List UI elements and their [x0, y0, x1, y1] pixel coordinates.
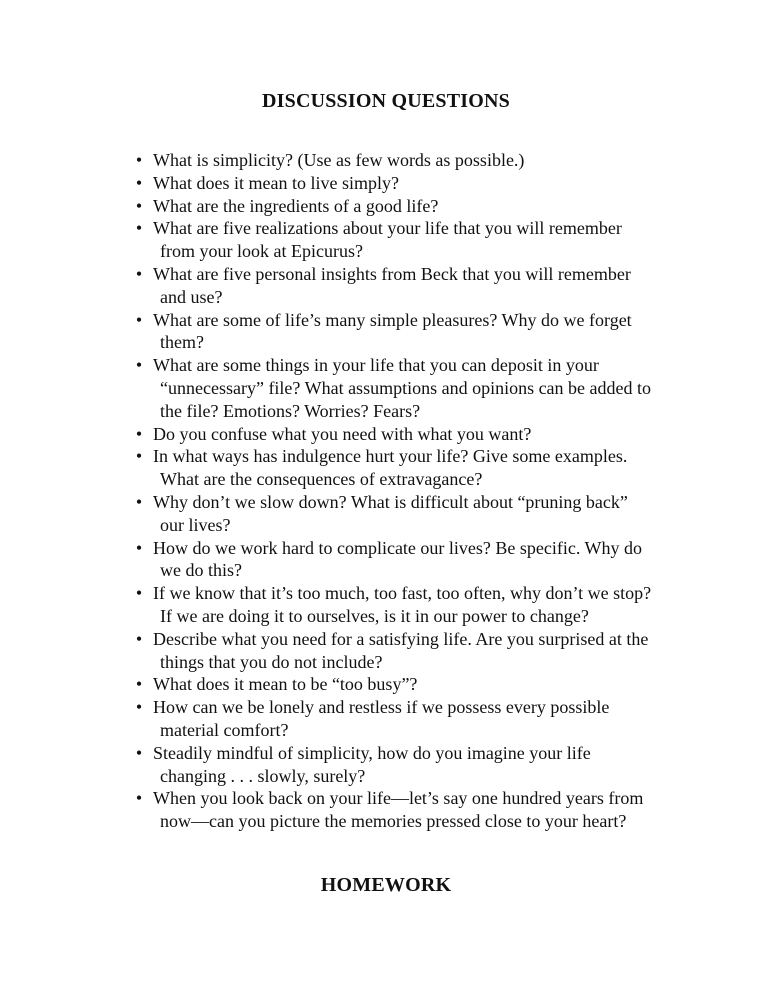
question-line: from your look at Epicurus? — [160, 241, 363, 262]
question-line: What are the consequences of extravagance? — [160, 469, 483, 490]
question-line: In what ways has indulgence hurt your life? Give some examples. — [153, 446, 628, 467]
question-line: How do we work hard to complicate our lives? Be specific. Why do — [153, 537, 643, 558]
question-line: “unnecessary” file? What assumptions and opinions can be added to — [160, 377, 652, 398]
question-line: them? — [160, 332, 204, 353]
question-item — [133, 354, 693, 422]
bullet-icon: • — [135, 309, 143, 330]
question-line: Why don’t we slow down? What is difficult about “pruning back” — [153, 491, 628, 512]
question-line: How can we be lonely and restless if we possess every possible — [153, 697, 610, 718]
question-item — [133, 445, 693, 491]
bullet-icon: • — [135, 263, 143, 284]
bullet-icon: • — [135, 537, 143, 558]
question-item — [133, 491, 693, 537]
question-line: What are the ingredients of a good life? — [153, 195, 439, 216]
bullet-icon: • — [135, 742, 143, 763]
question-line: What are some of life’s many simple pleasures? Why do we forget — [153, 309, 632, 330]
bullet-icon: • — [135, 491, 143, 512]
question-line: If we know that it’s too much, too fast, too often, why don’t we stop? — [153, 583, 652, 604]
question-line: Describe what you need for a satisfying life. Are you surprised at the — [153, 628, 649, 649]
question-item — [133, 742, 693, 788]
question-line: the file? Emotions? Worries? Fears? — [160, 400, 421, 421]
bullet-icon: • — [135, 788, 143, 809]
question-item — [133, 217, 693, 263]
question-line: If we are doing it to ourselves, is it in our power to change? — [160, 605, 589, 626]
question-item — [133, 309, 693, 355]
question-list — [133, 149, 693, 833]
question-line: Do you confuse what you need with what you want? — [153, 423, 532, 444]
question-item — [133, 628, 693, 674]
question-item — [133, 582, 693, 628]
question-line: What are five personal insights from Beck that you will remember — [153, 263, 631, 284]
question-item — [133, 149, 693, 172]
bullet-icon: • — [135, 583, 143, 604]
question-item — [133, 423, 693, 446]
bullet-icon: • — [135, 446, 143, 467]
question-item — [133, 696, 693, 742]
question-line: What is simplicity? (Use as few words as possible.) — [153, 150, 525, 170]
bullet-icon: • — [135, 195, 143, 216]
question-item — [133, 787, 693, 833]
question-item — [133, 195, 693, 218]
question-line: What does it mean to be “too busy”? — [153, 674, 418, 695]
question-item — [133, 537, 693, 583]
question-item — [133, 172, 693, 195]
question-line: material comfort? — [160, 719, 289, 740]
question-line: When you look back on your life—let’s say one hundred years from — [153, 788, 644, 809]
question-line: things that you do not include? — [160, 651, 383, 672]
question-line: What are five realizations about your life that you will remember — [153, 218, 622, 239]
question-line: What does it mean to live simply? — [153, 172, 399, 193]
question-line: Steadily mindful of simplicity, how do you imagine your life — [153, 742, 591, 763]
question-line: and use? — [160, 286, 223, 307]
question-line: we do this? — [160, 560, 242, 581]
question-item — [133, 673, 693, 696]
discussion-questions-heading: DISCUSSION QUESTIONS — [262, 90, 510, 112]
bullet-icon: • — [135, 423, 143, 444]
question-line: our lives? — [160, 514, 231, 535]
bullet-icon: • — [135, 218, 143, 239]
homework-heading: HOMEWORK — [320, 874, 452, 896]
bullet-icon: • — [135, 697, 143, 718]
bullet-icon: • — [135, 150, 143, 170]
question-line: changing . . . slowly, surely? — [160, 765, 366, 786]
question-line: now—can you picture the memories pressed close to your heart? — [160, 811, 627, 832]
bullet-icon: • — [135, 628, 143, 649]
bullet-icon: • — [135, 172, 143, 193]
bullet-icon: • — [135, 674, 143, 695]
question-line: What are some things in your life that you can deposit in your — [153, 355, 599, 376]
bullet-icon: • — [135, 355, 143, 376]
question-item — [133, 263, 693, 309]
